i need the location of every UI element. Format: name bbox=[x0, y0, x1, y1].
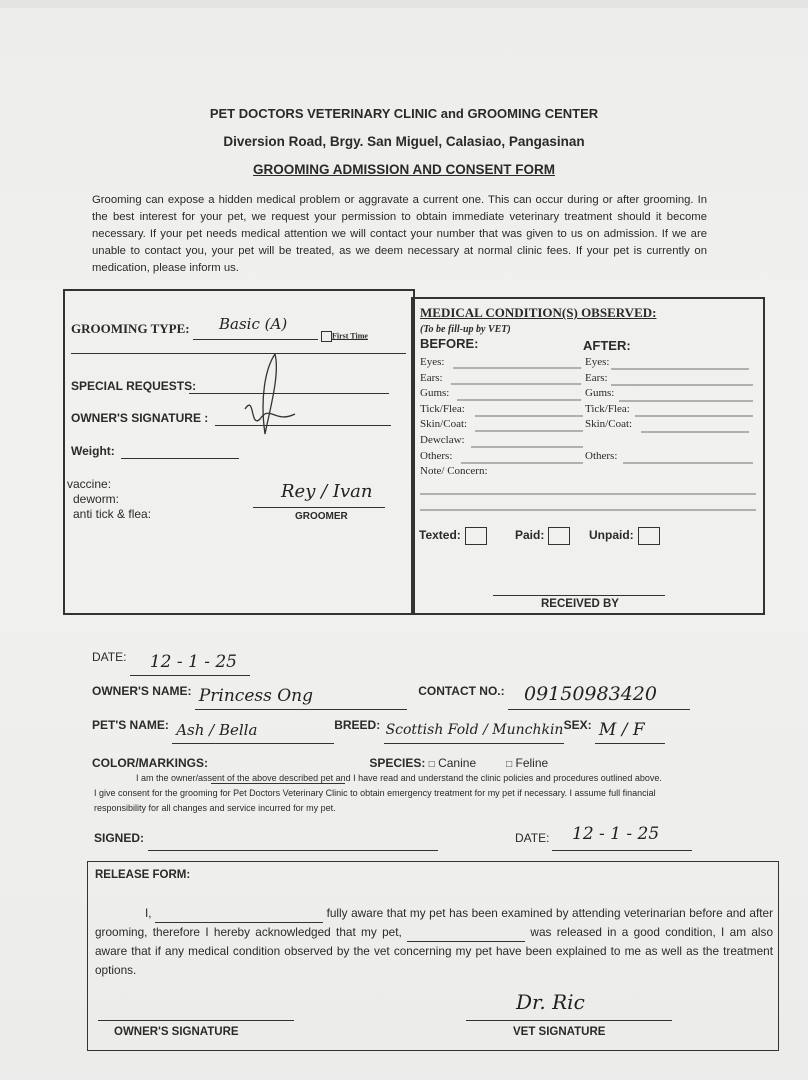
first-time-checkbox[interactable] bbox=[321, 331, 368, 342]
form-paper bbox=[0, 8, 808, 1080]
release-form-box bbox=[87, 861, 779, 1051]
owner-info-section bbox=[92, 638, 712, 784]
medical-subtitle: (To be fill-up by VET) bbox=[420, 324, 511, 335]
received-by-label: RECEIVED BY bbox=[541, 598, 619, 610]
color-row: COLOR/MARKINGS: SPECIES: □ Canine □ Feline bbox=[92, 744, 712, 784]
release-title: RELEASE FORM: bbox=[95, 869, 191, 881]
release-name-field[interactable] bbox=[155, 910, 323, 923]
unpaid-checkbox[interactable]: Unpaid: bbox=[589, 527, 660, 545]
signed-label: SIGNED: bbox=[94, 831, 145, 845]
medical-row-eyes: Eyes: Eyes: bbox=[420, 356, 610, 368]
medical-row-gums: Gums: Gums: bbox=[420, 387, 615, 400]
vet-sig-line bbox=[466, 1020, 672, 1021]
grooming-type-value: Basic (A) bbox=[219, 315, 288, 333]
breed-field[interactable]: Scottish Fold / Munchkin bbox=[384, 723, 564, 744]
anti-tick-label: anti tick & flea: bbox=[73, 507, 152, 521]
form-title: GROOMING ADMISSION AND CONSENT FORM bbox=[253, 162, 555, 177]
vet-signature-value: Dr. Ric bbox=[516, 990, 585, 1014]
paid-checkbox[interactable]: Paid: bbox=[515, 527, 570, 545]
note-label: Note/ Concern: bbox=[420, 465, 488, 478]
signed-field[interactable] bbox=[148, 834, 438, 851]
clinic-address: Diversion Road, Brgy. San Miguel, Calasiao, Pangasinan bbox=[223, 134, 585, 149]
after-heading: AFTER: bbox=[583, 338, 631, 353]
first-time-label: First Time bbox=[332, 331, 368, 341]
consent-date-label: DATE: bbox=[515, 831, 550, 845]
consent-date-field[interactable]: 12 - 1 - 25 bbox=[552, 830, 692, 851]
release-pet-field[interactable] bbox=[407, 929, 525, 942]
medical-row-dewclaw: Dewclaw: bbox=[420, 433, 465, 446]
canine-checkbox[interactable]: □ Canine bbox=[428, 756, 477, 770]
feline-checkbox[interactable]: □ Feline bbox=[506, 756, 549, 770]
grooming-type-field[interactable] bbox=[193, 315, 318, 340]
groomer-label: GROOMER bbox=[295, 511, 348, 522]
owner-sig-line bbox=[98, 1020, 294, 1021]
pet-row: PET'S NAME: Ash / Bella BREED: Scottish Fold / Munchkin SEX: M / F bbox=[92, 706, 712, 744]
groomer-field[interactable] bbox=[253, 481, 385, 508]
owner-name-field[interactable]: Princess Ong bbox=[195, 689, 407, 710]
signature-mark bbox=[235, 349, 305, 439]
medical-box bbox=[411, 297, 765, 615]
vaccine-label: vaccine: bbox=[67, 477, 112, 491]
medical-row-tick-flea: Tick/Flea: Tick/Flea: bbox=[420, 402, 630, 415]
medical-row-others: Others: Others: bbox=[420, 449, 618, 462]
intro-paragraph: Grooming can expose a hidden medical problem or aggravate a current one. This can occur during or after grooming. In the best interest for your pet, we request your permission to obtain immediate veterinary treatment should it become necessary. If your pet needs medical attention we will contact your number that was given to us on admission. If we are unable to contact you, your pet will be treated, as we deem necessary at normal clinic fees. If your pet is currently on medication, please inform us. bbox=[92, 194, 707, 274]
groomer-value: Rey / Ivan bbox=[281, 481, 373, 502]
owner-sig-label: OWNER'S SIGNATURE bbox=[114, 1026, 239, 1038]
pet-name-field[interactable]: Ash / Bella bbox=[172, 723, 334, 744]
release-paragraph: I, fully aware that my pet has been examined by attending veterinarian before and after grooming, therefore I hereby acknowledged that my pet, was released in a good condition, I am also aware that if any medical condition observed by the vet concerning my pet have been explained to me as well as the treatment options. bbox=[95, 906, 774, 977]
consent-line-2: I give consent for the grooming for Pet Doctors Veterinary Clinic to obtain emergency treatment for my pet if necessary. I assume full financial responsibility for all changes and service incurred for my pet. bbox=[94, 788, 656, 813]
clinic-name: PET DOCTORS VETERINARY CLINIC and GROOMING CENTER bbox=[209, 106, 599, 121]
weight-field[interactable] bbox=[121, 442, 239, 459]
sex-field[interactable]: M / F bbox=[595, 723, 665, 744]
special-requests-label: SPECIAL REQUESTS: bbox=[71, 379, 197, 393]
weight-label: Weight: bbox=[71, 444, 115, 458]
owner-row: OWNER'S NAME: Princess Ong CONTACT NO.: 09150983420 bbox=[92, 672, 712, 710]
grooming-type-label: GROOMING TYPE: bbox=[71, 321, 190, 336]
before-heading: BEFORE: bbox=[420, 336, 479, 351]
date-field[interactable]: 12 - 1 - 25 bbox=[130, 655, 250, 676]
vet-sig-label: VET SIGNATURE bbox=[513, 1026, 606, 1038]
owner-signature-label: OWNER'S SIGNATURE : bbox=[71, 411, 209, 425]
medical-row-ears: Ears: Ears: bbox=[420, 371, 608, 384]
consent-paragraph bbox=[94, 771, 710, 816]
date-row: DATE: 12 - 1 - 25 bbox=[92, 638, 712, 676]
deworm-label: deworm: bbox=[73, 492, 120, 506]
medical-title: MEDICAL CONDITION(S) OBSERVED: bbox=[420, 305, 657, 320]
texted-checkbox[interactable]: Texted: bbox=[419, 527, 487, 545]
medical-row-skin-coat: Skin/Coat: Skin/Coat: bbox=[420, 418, 633, 431]
contact-field[interactable]: 09150983420 bbox=[508, 689, 690, 710]
grooming-box bbox=[63, 289, 415, 615]
medical-blank-lines bbox=[413, 355, 763, 515]
received-by-line bbox=[493, 595, 665, 596]
owner-signature-field[interactable] bbox=[215, 409, 391, 426]
consent-line-1: I am the owner/assent of the above described pet and I have read and understand the clinic policies and procedures outlined above. bbox=[136, 773, 662, 783]
